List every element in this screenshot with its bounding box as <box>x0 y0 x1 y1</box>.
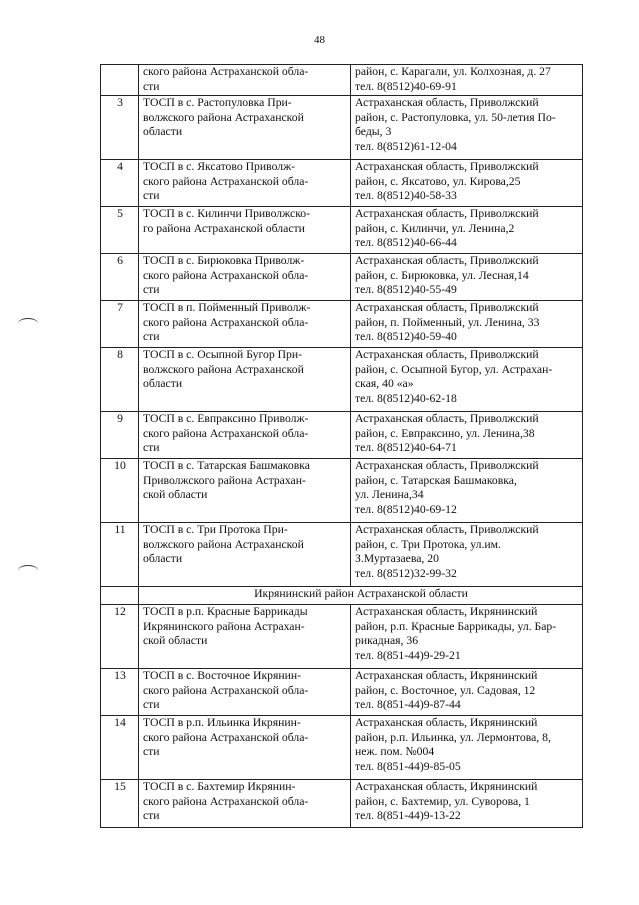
number-cell <box>101 65 139 96</box>
number-cell: 11 <box>101 523 139 587</box>
scan-mark <box>18 565 38 576</box>
table-row <box>101 348 583 412</box>
name-cell <box>139 65 351 96</box>
address-cell <box>351 96 583 160</box>
address-line: тел. 8(8512)40-59-40 <box>355 330 457 344</box>
name-line: сти <box>143 698 160 712</box>
address-line: неж. пом. №004 <box>355 745 435 759</box>
name-line: ТОСП в с. Бахтемир Икрянин- <box>143 780 296 794</box>
name-line: Икрянинского района Астрахан- <box>143 619 305 633</box>
section-header: Икрянинский район Астраханской области <box>139 587 583 605</box>
number-cell: 7 <box>101 301 139 348</box>
address-cell <box>351 669 583 716</box>
number-cell: 9 <box>101 412 139 459</box>
name-cell <box>139 605 351 669</box>
name-line: ТОСП в р.п. Красные Баррикады <box>143 605 308 619</box>
table-row <box>101 459 583 523</box>
name-line: ТОСП в с. Осыпной Бугор При- <box>143 348 303 362</box>
name-line: ского района Астраханской обла- <box>143 65 309 78</box>
name-cell <box>139 780 351 828</box>
page-number: 48 <box>314 34 325 46</box>
address-cell <box>351 348 583 412</box>
name-line: области <box>143 552 183 566</box>
address-line: Астраханская область, Икрянинский <box>355 605 538 619</box>
name-line: волжского района Астраханской <box>143 110 304 124</box>
address-line: район, с. Килинчи, ул. Ленина,2 <box>355 221 515 235</box>
address-cell <box>351 160 583 207</box>
name-line: ТОСП в р.п. Ильинка Икрянин- <box>143 716 301 730</box>
name-line: Приволжского района Астрахан- <box>143 473 306 487</box>
name-line: сти <box>143 441 160 455</box>
address-line: район, р.п. Ильинка, ул. Лермонтова, 8, <box>355 730 551 744</box>
name-cell <box>139 716 351 780</box>
address-line: район, с. Яксатово, ул. Кирова,25 <box>355 174 521 188</box>
name-line: области <box>143 125 183 139</box>
name-line: го района Астраханской области <box>143 221 305 235</box>
address-line: тел. 8(8512)40-69-91 <box>355 79 457 93</box>
address-cell <box>351 459 583 523</box>
name-cell <box>139 412 351 459</box>
name-cell <box>139 459 351 523</box>
table-body <box>101 65 583 828</box>
address-line: район, с. Карагали, ул. Колхозная, д. 27 <box>355 65 551 78</box>
name-cell <box>139 523 351 587</box>
number-cell: 10 <box>101 459 139 523</box>
name-line: ТОСП в с. Евпраксино Приволж- <box>143 412 309 426</box>
number-cell: 15 <box>101 780 139 828</box>
tosp-table <box>100 64 583 828</box>
address-line: тел. 8(851-44)9-87-44 <box>355 698 461 712</box>
address-line: тел. 8(8512)32-99-32 <box>355 566 457 580</box>
address-line: Астраханская область, Приволжский <box>355 301 539 315</box>
table-row <box>101 65 583 96</box>
number-cell: 4 <box>101 160 139 207</box>
number-cell: 5 <box>101 207 139 254</box>
name-cell <box>139 348 351 412</box>
name-line: сти <box>143 745 160 759</box>
address-line: Астраханская область, Приволжский <box>355 254 539 268</box>
address-line: Астраханская область, Приволжский <box>355 459 539 473</box>
address-line: З.Муртазаева, 20 <box>355 552 439 566</box>
number-cell: 13 <box>101 669 139 716</box>
name-line: ского района Астраханской обла- <box>143 683 309 697</box>
name-line: ТОСП в с. Татарская Башмаковка <box>143 459 310 473</box>
number-cell: 6 <box>101 254 139 301</box>
address-cell <box>351 716 583 780</box>
name-line: ской области <box>143 488 208 502</box>
name-cell <box>139 254 351 301</box>
table-row <box>101 716 583 780</box>
name-line: ТОСП в с. Три Протока При- <box>143 523 288 537</box>
address-line: тел. 8(851-44)9-13-22 <box>355 809 461 823</box>
address-line: район, с. Бирюковка, ул. Лесная,14 <box>355 268 529 282</box>
name-line: ТОСП в с. Яксатово Приволж- <box>143 160 296 174</box>
address-line: район, с. Растопуловка, ул. 50-летия По- <box>355 110 556 124</box>
address-line: тел. 8(8512)40-66-44 <box>355 236 457 250</box>
name-line: сти <box>143 809 160 823</box>
address-cell <box>351 605 583 669</box>
address-line: Астраханская область, Икрянинский <box>355 669 538 683</box>
address-cell <box>351 412 583 459</box>
address-line: Астраханская область, Приволжский <box>355 96 539 110</box>
name-line: ского района Астраханской обла- <box>143 268 309 282</box>
address-line: тел. 8(8512)40-55-49 <box>355 283 457 297</box>
table-row <box>101 669 583 716</box>
address-line: тел. 8(8512)40-69-12 <box>355 502 457 516</box>
number-cell <box>101 587 139 605</box>
address-line: район, с. Татарская Башмаковка, <box>355 473 517 487</box>
name-line: ТОСП в п. Пойменный Приволж- <box>143 301 311 315</box>
address-line: район, п. Пойменный, ул. Ленина, 33 <box>355 315 540 329</box>
name-line: волжского района Астраханской <box>143 537 304 551</box>
address-line: Астраханская область, Приволжский <box>355 412 539 426</box>
table-row <box>101 160 583 207</box>
address-line: район, с. Осыпной Бугор, ул. Астрахан- <box>355 362 553 376</box>
name-line: сти <box>143 330 160 344</box>
address-line: Астраханская область, Приволжский <box>355 160 539 174</box>
name-line: ТОСП в с. Килинчи Приволжско- <box>143 207 311 221</box>
address-line: район, с. Восточное, ул. Садовая, 12 <box>355 683 536 697</box>
address-cell <box>351 65 583 96</box>
address-line: район, с. Бахтемир, ул. Суворова, 1 <box>355 794 530 808</box>
name-line: сти <box>143 283 160 297</box>
name-line: ского района Астраханской обла- <box>143 794 309 808</box>
section-header-row <box>101 587 583 605</box>
number-cell: 3 <box>101 96 139 160</box>
address-line: Астраханская область, Приволжский <box>355 207 539 221</box>
address-line: тел. 8(8512)40-64-71 <box>355 441 457 455</box>
address-line: Астраханская область, Приволжский <box>355 348 539 362</box>
address-line: тел. 8(8512)61-12-04 <box>355 139 457 153</box>
address-line: район, с. Три Протока, ул.им. <box>355 537 501 551</box>
address-line: ул. Ленина,34 <box>355 488 424 502</box>
address-line: беды, 3 <box>355 125 392 139</box>
address-line: ская, 40 «а» <box>355 377 414 391</box>
name-line: ТОСП в с. Бирюковка Приволж- <box>143 254 305 268</box>
number-cell: 8 <box>101 348 139 412</box>
address-line: тел. 8(851-44)9-85-05 <box>355 759 461 773</box>
name-line: ского района Астраханской обла- <box>143 315 309 329</box>
address-cell <box>351 301 583 348</box>
name-line: области <box>143 377 183 391</box>
name-line: сти <box>143 79 160 93</box>
name-line: волжского района Астраханской <box>143 362 304 376</box>
table-row <box>101 780 583 828</box>
table-row <box>101 523 583 587</box>
address-line: район, с. Евпраксино, ул. Ленина,38 <box>355 426 535 440</box>
number-cell: 14 <box>101 716 139 780</box>
scan-mark <box>18 318 38 329</box>
address-line: Астраханская область, Приволжский <box>355 523 539 537</box>
name-cell <box>139 301 351 348</box>
name-cell <box>139 669 351 716</box>
address-cell <box>351 780 583 828</box>
name-line: ского района Астраханской обла- <box>143 730 309 744</box>
name-line: ского района Астраханской обла- <box>143 174 309 188</box>
address-line: тел. 8(8512)40-58-33 <box>355 189 457 203</box>
name-line: ТОСП в с. Растопуловка При- <box>143 96 292 110</box>
address-line: Астраханская область, Икрянинский <box>355 716 538 730</box>
table-row <box>101 301 583 348</box>
table-row <box>101 605 583 669</box>
address-line: тел. 8(851-44)9-29-21 <box>355 648 461 662</box>
number-cell: 12 <box>101 605 139 669</box>
table-row <box>101 96 583 160</box>
name-line: ской области <box>143 634 208 648</box>
name-cell <box>139 160 351 207</box>
address-line: тел. 8(8512)40-62-18 <box>355 391 457 405</box>
name-line: ского района Астраханской обла- <box>143 426 309 440</box>
table-row <box>101 207 583 254</box>
table-row <box>101 412 583 459</box>
address-line: Астраханская область, Икрянинский <box>355 780 538 794</box>
name-line: ТОСП в с. Восточное Икрянин- <box>143 669 302 683</box>
name-cell <box>139 207 351 254</box>
address-line: рикадная, 36 <box>355 634 419 648</box>
address-cell <box>351 254 583 301</box>
address-cell <box>351 207 583 254</box>
address-line: район, р.п. Красные Баррикады, ул. Бар- <box>355 619 557 633</box>
name-line: сти <box>143 189 160 203</box>
name-cell <box>139 96 351 160</box>
address-cell <box>351 523 583 587</box>
table-row <box>101 254 583 301</box>
